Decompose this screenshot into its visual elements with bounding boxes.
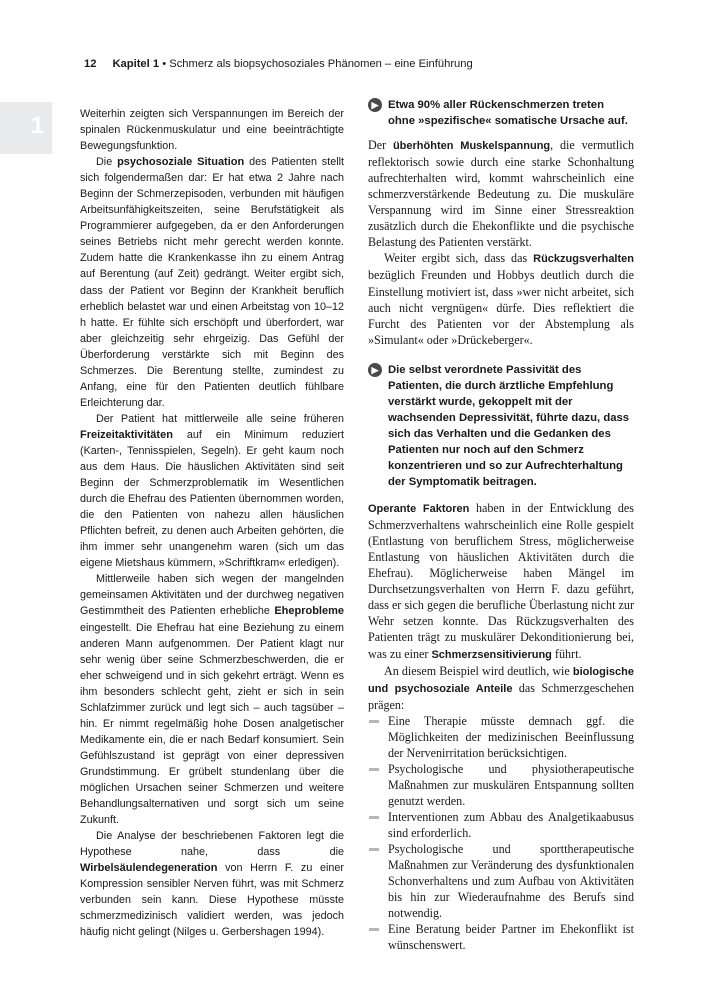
chevron-right-icon: ▶ [368, 98, 382, 112]
bold-term: Wirbelsäulendegeneration [80, 862, 218, 875]
chapter-title: • Schmerz als biopsychosoziales Phänomen – eine Einführung [159, 58, 473, 70]
paragraph: Mittlerweile haben sich wegen der mangelnden gemeinsamen Aktivitäten und der durchweg negativen Gestimmtheit des Patienten erhebliche Eheprobleme eingestellt. Die Ehefrau hat eine Beziehung zu einem anderen Mann aufgenommen. Der Patient klagt nur sehr wenig über seine Schmerzbeschwerden, die er eher schweigend und in sich gekehrt erträgt. Wenn es ihm besonders schlecht geht, zieht er sich in sein Schlafzimmer zurück und legt sich – auch tagsüber – hin. Er nimmt regelmäßig hohe Dosen analgetischer Medikamente ein, die er nach Bedarf konsumiert. Sein Gefühlszustand ist geprägt von einer depressiven Grundstimmung. Er grübelt stundenlang über die möglichen Ursachen seiner Schmerzen und weitere Behandlungsalternativen und sorgt sich um seine Zukunft. [80, 573, 344, 827]
running-header [84, 58, 473, 70]
bold-term: Schmerzsensitivierung [431, 648, 552, 661]
paragraph: Der überhöhten Muskelspannung, die vermutlich reflektorisch sowie durch eine starke Schonhaltung aufrechterhalten wird, kommt wahrscheinlich eine schmerzverstärkende Bedeutung zu. Die muskuläre Verspannung wird im Sinne einer Stressreaktion zusätzlich durch die Ehekonflikte und die psychische Belastung des Patienten verstärkt. [368, 138, 634, 250]
dash-bullet-icon [369, 848, 379, 851]
bold-term: überhöhten Muskelspannung [392, 140, 551, 153]
bold-term: Operante Faktoren [368, 503, 470, 516]
dash-bullet-icon [369, 816, 379, 819]
chapter-label: Kapitel 1 [112, 58, 160, 70]
paragraph: Der Patient hat mittlerweile alle seine früheren Freizeitaktivitäten auf ein Minimum reduziert (Karten-, Tennisspielen, Segeln). Er geht kaum noch aus dem Haus. Die häuslichen Aktivitäten sind seit Beginn der Schmerzproblematik im Wesentlichen durch die Ehefrau des Patienten übernommen worden, die den Patienten von nahezu allen häuslichen Pflichten befreit, zu denen auch Arbeiten gehörten, die ihm immer sehr unangenehm waren (sich um das eigene Mietshaus kümmern, »Schriftkram« erledigen). [80, 412, 344, 570]
paragraph: Operante Faktoren haben in der Entwicklung des Schmerzverhaltens wahrscheinlich eine Rolle gespielt (Entlastung von beruflichem Stress, möglicherweise Entlastung von häuslichen Aktivitäten durch die Ehefrau). Möglicherweise haben Mängel im Durchsetzungsverhalten von Herrn F. dazu geführt, dass er sich gegen die berufliche Überlastung nicht zur Wehr setzen konnte. Das Rückzugsverhalten des Patienten trägt zu muskulärer Dekonditionierung bei, was zu einer Schmerzsensitivierung führt. [368, 501, 634, 661]
list-item: Eine Beratung beider Partner im Ehekonflikt ist wünschenswert. [368, 921, 634, 953]
page-number: 12 [84, 58, 97, 70]
dash-bullet-icon [369, 720, 379, 723]
bold-term: psychosoziale Situation [117, 156, 245, 169]
chapter-tab [0, 102, 52, 154]
dash-bullet-icon [369, 928, 379, 931]
list-item: Psychologische und sporttherapeutische Maßnahmen zur Veränderung des dysfunktionalen Schonverhaltens und zum Aufbau von Aktivitäten bis hin zur Wiederaufnahme des Berufs sind notwendig. [368, 841, 634, 921]
list-item: Eine Therapie müsste demnach ggf. die Möglichkeiten der medizinischen Beeinflussung der Nervenirritation berücksichtigen. [368, 713, 634, 761]
bold-term: Rückzugsverhalten [533, 253, 634, 266]
left-column [80, 106, 344, 940]
callout-box: ▶ Etwa 90% aller Rückenschmerzen treten ohne »spezifische« somatische Ursache auf. [368, 97, 634, 129]
bold-term: Eheprobleme [274, 605, 344, 618]
paragraph: An diesem Beispiel wird deutlich, wie biologische und psychosoziale Anteile das Schmerzgeschehen prägen: [368, 663, 635, 712]
bold-term: biologische und psychosoziale Anteile [368, 665, 634, 695]
paragraph: Weiterhin zeigten sich Verspannungen im Bereich der spinalen Rückenmuskulatur und eine beeinträchtigte Bewegungsfunktion. [80, 108, 344, 153]
chevron-right-icon: ▶ [368, 363, 382, 377]
paragraph: Weiter ergibt sich, dass das Rückzugsverhalten bezüglich Freunden und Hobbys deutlich durch die Einstellung motiviert ist, dass »wer nicht arbeitet, sich auch nicht vergnügen« dürfe. Dies reflektiert die Furcht des Patienten vor der Abstemplung als »Simulant« oder »Drückeberger«. [368, 251, 634, 347]
callout-box: ▶ Die selbst verordnete Passivität des Patienten, die durch ärztliche Empfehlung verstärkt wurde, gekoppelt mit der wachsenden Depressivität, führte dazu, dass sich das Verhalten und die Gedanken des Patienten nur noch auf den Schmerz konzentrieren und so zur Aufrechterhaltung der Symptomatik beitragen. [368, 362, 634, 490]
bullet-list [368, 713, 634, 954]
list-item: Psychologische und physiotherapeutische Maßnahmen zur muskulären Entspannung sollten genutzt werden. [368, 761, 634, 809]
dash-bullet-icon [369, 768, 379, 771]
paragraph: Die psychosoziale Situation des Patienten stellt sich folgendermaßen dar: Er hat etwa 2 Jahre nach Beginn der Schmerzepisoden, verbunden mit häufigen Arbeitsunfähigkeitszeiten, seine Berufstätigkeit als Programmierer aufgegeben, da er den Anforderungen seines Betriebs nicht mehr gerecht werden konnte. Zudem hatte die Krankenkasse ihn zu einem Antrag auf Berentung (auf Zeit) gedrängt. Weiter ergibt sich, dass der Patient vor Beginn der Krankheit beruflich erheblich belastet war und einen Arbeitstag von 10–12 h hatte. Er fühlte sich erschöpft und überfordert, war aber gleichzeitig sehr ehrgeizig. Das Gefühl der Überforderung verstärkte sich mit Beginn des Schmerzes. Die Berentung stellte, zumindest zu Anfang, eine für den Patienten deutlich fühlbare Erleichterung dar. [80, 156, 344, 409]
bold-term: Freizeitaktivitäten [80, 428, 173, 441]
right-column [368, 97, 634, 953]
paragraph: Die Analyse der beschriebenen Faktoren legt die Hypothese nahe, dass die Wirbelsäulendegeneration von Herrn F. zu einer Kompression sensibler Nerven führt, was mit Schmerz verbunden sein kann. Diese Hypothese müsste schmerzmedizinisch validiert werden, was jedoch häufig nicht gelingt (Nilges u. Gerbershagen 1994). [80, 830, 344, 939]
list-item: Interventionen zum Abbau des Analgetikaabusus sind erforderlich. [368, 809, 634, 841]
chapter-tab-number: 1 [30, 112, 44, 139]
